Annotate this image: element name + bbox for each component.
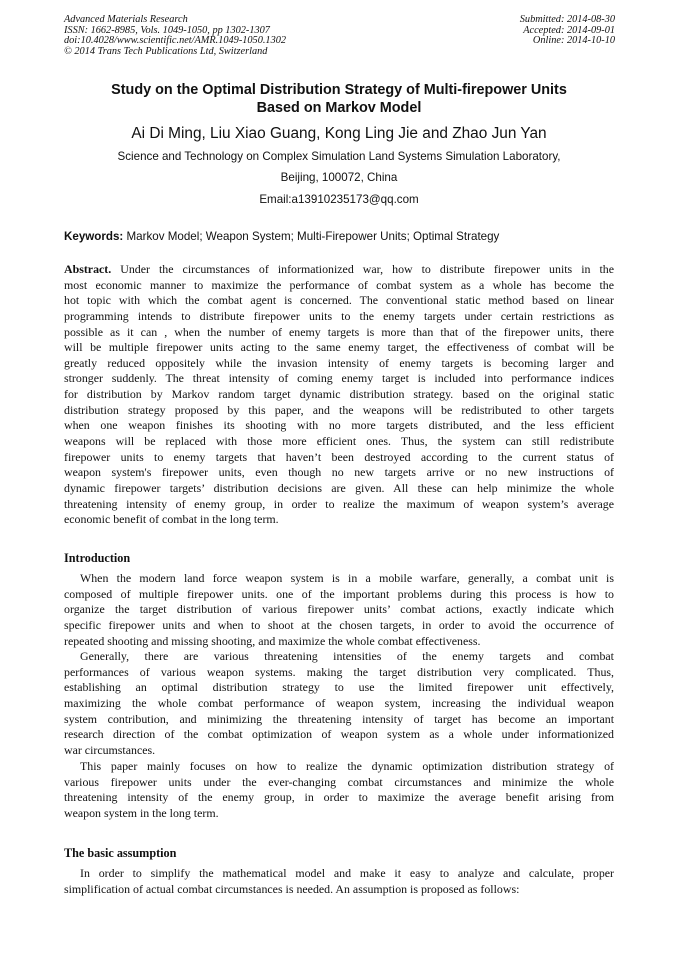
paragraph-line: weapon system in the long term. <box>64 805 219 820</box>
keywords <box>64 230 624 244</box>
abstract-line: greatly reduced oppositely while the invasion intensity of enemy targets is becoming larger and <box>64 355 614 370</box>
paragraph-line: When the modern land force weapon system is in a mobile warfare, generally, a combat unit is <box>80 571 614 585</box>
abstract-line: firepower units to enemy targets that haven’t been destroyed according to the current status of <box>64 449 614 464</box>
paragraph-line: threatening intensity of the enemy group, in order to maximize the average benefit arising from <box>64 790 614 805</box>
abstract-line: when one weapon finishes its shooting with no more targets distributed, and the less efficient <box>64 418 614 433</box>
abstract-line: weapon system's firepower units, even though no new targets arrive or no new instructions of <box>64 465 614 480</box>
paragraph-line: composed of multiple firepower units. one of the important problems during this process is how to <box>64 586 614 601</box>
section-heading-basic-assumption: The basic assumption <box>64 846 177 860</box>
paragraph-line: maximizing the whole combat performance of weapon system, increasing the individual weapon <box>64 695 614 710</box>
section-heading-introduction: Introduction <box>64 551 131 565</box>
intro-paragraph-3 <box>64 759 614 822</box>
assumption-paragraph-1 <box>64 866 614 897</box>
abstract-line: possible as it can , when the number of enemy targets is more than that of the firepower units, there <box>64 324 614 339</box>
paragraph-line: specific firepower units and when to shoot at the chosen targets, in order to avoid the occurrence of <box>64 617 614 632</box>
abstract-line: hot topic with which the combat agent is concerned. The conventional static method based on linear <box>64 293 614 308</box>
paragraph-line: organize the target distribution of various firepower units’ combat actions, exactly indicate which <box>64 602 614 617</box>
paragraph-line: This paper mainly focuses on how to realize the dynamic optimization distribution strategy of <box>80 759 614 773</box>
issn-line: ISSN: 1662-8985, Vols. 1049-1050, pp 1302-1307 <box>64 24 270 36</box>
paragraph-line: performances of various weapon systems. making the target distribution very complicated. Thus, <box>64 664 614 679</box>
abstract-line: threatening intensity of enemy group, in order to realize the maximum of weapon system’s average <box>64 496 614 511</box>
abstract-first-line: Under the circumstances of informationized war, how to distribute firepower units in the <box>120 262 614 276</box>
abstract-line: distribution strategy proposed by this paper, and the weapons will be redistributed to other targets <box>64 402 614 417</box>
abstract-line: will be multiple firepower units acting to the same enemy target, the effectiveness of combat will be <box>64 340 614 355</box>
keywords-text: Markov Model; Weapon System; Multi-Firepower Units; Optimal Strategy <box>126 230 500 243</box>
title-line: Based on Markov Model <box>256 99 422 116</box>
author-email: Email:a13910235173@qq.com <box>259 193 419 206</box>
journal-name: Advanced Materials Research <box>64 14 188 25</box>
submitted-date: Submitted: 2014-08-30 <box>519 14 615 25</box>
online-date: Online: 2014-10-10 <box>532 35 615 47</box>
intro-paragraph-2 <box>64 649 614 758</box>
paragraph-line: establishing an optimal distribution strategy to use the limited firepower unit effectively, <box>64 680 614 695</box>
journal-info <box>64 15 286 57</box>
doi-line: doi:10.4028/www.scientific.net/AMR.1049-1050.1302 <box>64 35 287 47</box>
title-line: Study on the Optimal Distribution Strategy of Multi-firepower Units <box>111 82 567 98</box>
abstract <box>64 262 614 528</box>
abstract-line: programming intends to distribute firepower units to the enemy targets under certain restrictions as <box>64 308 614 323</box>
paragraph-line: repeated shooting and missing shooting, and maximize the whole combat effectiveness. <box>64 633 481 648</box>
abstract-line: stronger suddenly. The threat intensity of coming enemy target is included into performance indices <box>64 371 614 386</box>
submission-dates <box>520 15 615 47</box>
paragraph-line: war circumstances. <box>64 742 156 757</box>
abstract-line: most economic manner to maximize the performance of combat system as a whole has become the <box>64 277 614 292</box>
paragraph-line: Generally, there are various threatening intensities of the enemy targets and combat <box>80 649 614 663</box>
abstract-line: economic benefit of combat in the long term. <box>64 512 279 527</box>
keywords-label: Keywords: <box>64 230 124 243</box>
copyright-line: © 2014 Trans Tech Publications Ltd, Switzerland <box>64 45 268 57</box>
paragraph-line: research direction of the combat optimization of weapon system as a whole under informationized <box>64 727 614 742</box>
abstract-line <box>64 262 614 278</box>
paragraph-line: various firepower units under the ever-changing combat circumstances and minimize the whole <box>64 774 614 789</box>
abstract-line: dynamic firepower targets’ distribution decisions are given. All these can help minimize the whole <box>64 480 614 495</box>
accepted-date: Accepted: 2014-09-01 <box>523 24 615 36</box>
paragraph-line: In order to simplify the mathematical model and make it easy to analyze and calculate, proper <box>80 866 614 880</box>
paragraph-line: simplification of actual combat circumstances is needed. An assumption is proposed as follows: <box>64 881 520 896</box>
intro-paragraph-1 <box>64 571 614 649</box>
paragraph-line: system contribution, and minimizing the threatening intensity of target has become an important <box>64 711 614 726</box>
affiliation-city: Beijing, 100072, China <box>280 171 398 184</box>
author-list: Ai Di Ming, Liu Xiao Guang, Kong Ling Jie and Zhao Jun Yan <box>131 125 547 142</box>
abstract-line: for distribution by Markov random target dynamic distribution strategy. based on the original static <box>64 387 614 402</box>
paper-title <box>60 82 618 117</box>
abstract-line: weapons will be replaced with those more efficient ones. Thus, the system can still redistribute <box>64 434 614 449</box>
affiliation-line: Science and Technology on Complex Simulation Land Systems Simulation Laboratory, <box>117 150 561 163</box>
abstract-label: Abstract. <box>64 262 112 276</box>
